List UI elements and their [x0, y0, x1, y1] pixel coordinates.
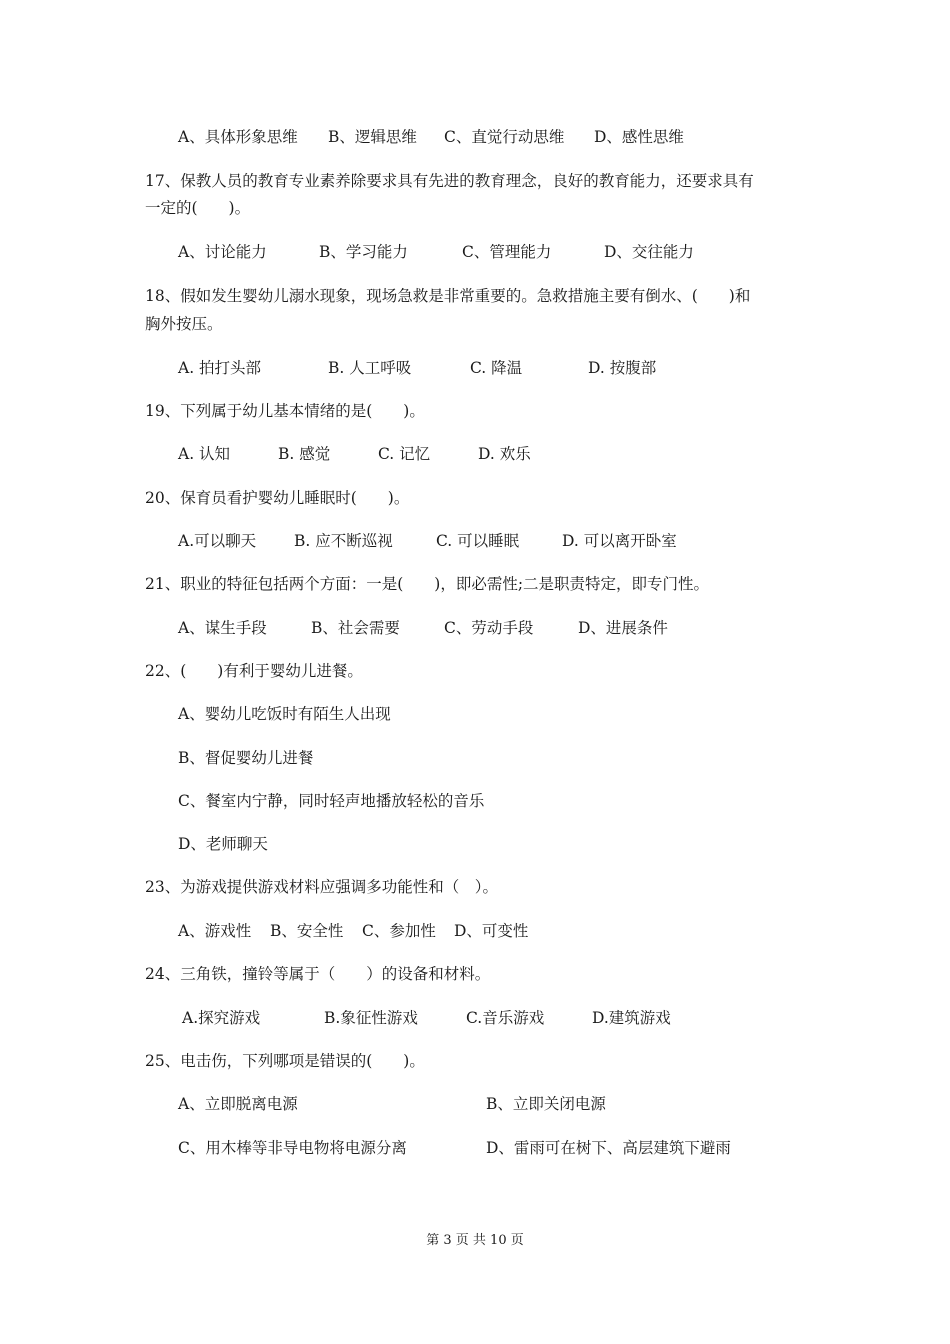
- q24-option-c: C.音乐游戏: [466, 1009, 545, 1027]
- q18-text-line1: 18、假如发生婴幼儿溺水现象，现场急救是非常重要的。急救措施主要有倒水、( )和: [145, 287, 751, 305]
- q17-text-line2: 一定的( )。: [145, 199, 251, 217]
- q18-option-a: A. 拍打头部: [178, 359, 262, 377]
- q25-option-d: D、雷雨可在树下、高层建筑下避雨: [486, 1139, 731, 1157]
- q18-option-b: B. 人工呼吸: [328, 359, 412, 377]
- q25-option-a: A、立即脱离电源: [178, 1095, 298, 1113]
- q22-option-b: B、督促婴幼儿进餐: [178, 749, 314, 767]
- q17-text-line1: 17、保教人员的教育专业素养除要求具有先进的教育理念，良好的教育能力，还要求具有: [145, 172, 754, 190]
- q19-option-c: C. 记忆: [378, 445, 431, 463]
- q19-text: 19、下列属于幼儿基本情绪的是( )。: [145, 402, 425, 420]
- q23-option-c: C、参加性: [362, 922, 436, 940]
- q16-option-a: A、具体形象思维: [178, 128, 298, 146]
- q25-option-c: C、用木棒等非导电物将电源分离: [178, 1139, 407, 1157]
- q16-option-b: B、逻辑思维: [328, 128, 417, 146]
- q16-option-d: D、感性思维: [594, 128, 684, 146]
- q18-text-line2: 胸外按压。: [145, 315, 223, 333]
- q24-option-b: B.象征性游戏: [324, 1009, 418, 1027]
- q17-option-d: D、交往能力: [604, 243, 694, 261]
- q23-option-d: D、可变性: [454, 922, 529, 940]
- q21-text: 21、职业的特征包括两个方面：一是( )，即必需性;二是职责特定，即专门性。: [145, 575, 710, 593]
- q18-option-d: D. 按腹部: [588, 359, 657, 377]
- q17-option-a: A、讨论能力: [178, 243, 267, 261]
- q22-option-c: C、餐室内宁静，同时轻声地播放轻松的音乐: [178, 792, 485, 810]
- q20-option-c: C. 可以睡眠: [436, 532, 520, 550]
- q25-text: 25、电击伤，下列哪项是错误的( )。: [145, 1052, 425, 1070]
- q20-option-d: D. 可以离开卧室: [562, 532, 677, 550]
- q17-option-b: B、学习能力: [319, 243, 408, 261]
- page-number: 第 3 页 共 10 页: [426, 1233, 524, 1248]
- q24-option-d: D.建筑游戏: [592, 1009, 671, 1027]
- q22-option-d: D、老师聊天: [178, 835, 268, 853]
- q19-option-d: D. 欢乐: [478, 445, 531, 463]
- q20-text: 20、保育员看护婴幼儿睡眠时( )。: [145, 489, 410, 507]
- q16-option-c: C、直觉行动思维: [444, 128, 565, 146]
- q25-option-b: B、立即关闭电源: [486, 1095, 606, 1113]
- q19-option-b: B. 感觉: [278, 445, 331, 463]
- q21-option-a: A、谋生手段: [178, 619, 267, 637]
- q24-text: 24、三角铁，撞铃等属于（ ）的设备和材料。: [145, 965, 491, 983]
- q19-option-a: A. 认知: [178, 445, 231, 463]
- q20-option-b: B. 应不断巡视: [294, 532, 393, 550]
- q23-option-b: B、安全性: [270, 922, 344, 940]
- q21-option-c: C、劳动手段: [444, 619, 534, 637]
- q21-option-d: D、进展条件: [578, 619, 668, 637]
- q21-option-b: B、社会需要: [311, 619, 400, 637]
- q23-option-a: A、游戏性: [178, 922, 252, 940]
- q22-option-a: A、婴幼儿吃饭时有陌生人出现: [178, 705, 391, 723]
- q23-text: 23、为游戏提供游戏材料应强调多功能性和（ ）。: [145, 878, 498, 896]
- q17-option-c: C、管理能力: [462, 243, 552, 261]
- q24-option-a: A.探究游戏: [182, 1009, 261, 1027]
- q18-option-c: C. 降温: [470, 359, 523, 377]
- q22-text: 22、( )有利于婴幼儿进餐。: [145, 662, 363, 680]
- q20-option-a: A.可以聊天: [178, 532, 257, 550]
